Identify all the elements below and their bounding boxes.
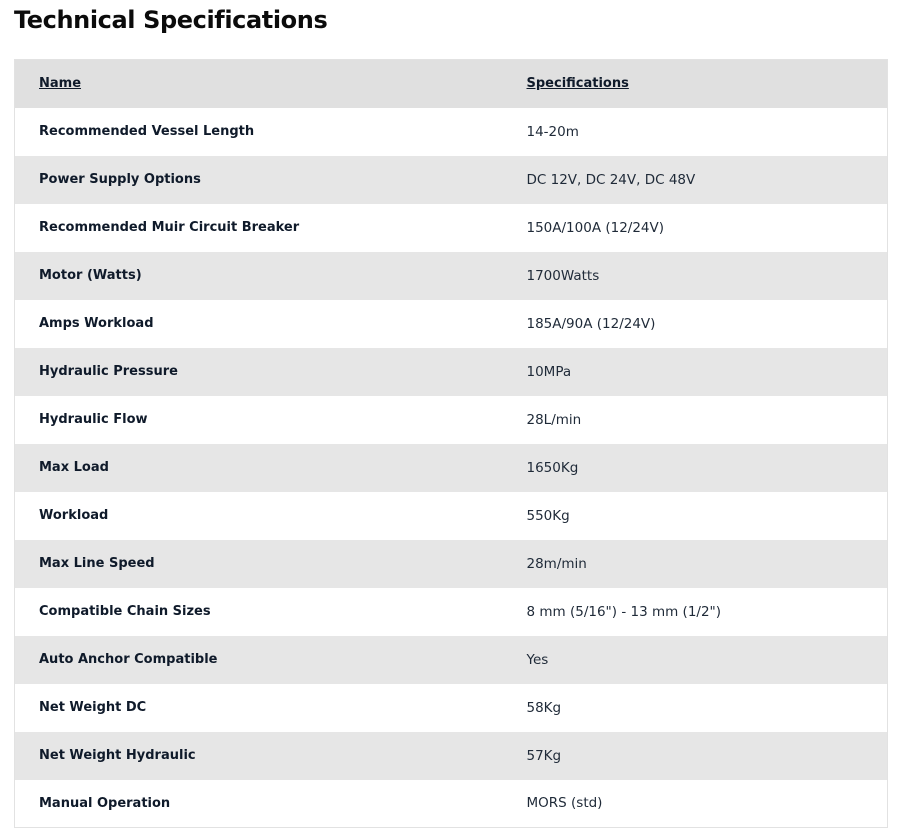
spec-value: 10MPa [526,363,572,380]
table-row [15,588,888,636]
spec-value: DC 12V, DC 24V, DC 48V [526,171,696,188]
column-header-name: Name [39,76,82,92]
table-row [15,684,888,732]
spec-value: 14-20m [526,123,579,140]
spec-value: 28L/min [526,411,582,428]
spec-name: Auto Anchor Compatible [39,652,218,667]
spec-name: Net Weight DC [39,700,147,715]
table-row [15,540,888,588]
spec-name: Net Weight Hydraulic [39,748,196,763]
table-row [15,396,888,444]
spec-value: Yes [526,651,549,668]
table-row [15,108,888,156]
table-header-row [15,60,888,108]
spec-value: 1650Kg [526,459,579,476]
spec-name: Hydraulic Pressure [39,364,178,379]
page-title: Technical Specifications [14,6,328,34]
spec-value: 550Kg [526,507,570,524]
spec-value: 185A/90A (12/24V) [526,315,656,332]
spec-name: Amps Workload [39,316,154,331]
spec-value: 8 mm (5/16") - 13 mm (1/2") [526,603,722,620]
table-row [15,444,888,492]
table-row [15,636,888,684]
table-row [15,300,888,348]
table-row [15,252,888,300]
spec-name: Power Supply Options [39,172,201,187]
spec-value: 58Kg [526,699,562,716]
spec-name: Hydraulic Flow [39,412,148,427]
spec-name: Max Load [39,460,109,475]
spec-name: Workload [39,508,109,523]
spec-value: 150A/100A (12/24V) [526,219,665,236]
table-row [15,204,888,252]
table-row [15,732,888,780]
table-row [15,492,888,540]
spec-value: 1700Watts [526,267,600,284]
spec-name: Compatible Chain Sizes [39,604,211,619]
spec-name: Recommended Vessel Length [39,124,255,139]
specifications-table [14,59,888,828]
spec-name: Recommended Muir Circuit Breaker [39,220,300,235]
spec-name: Motor (Watts) [39,268,142,283]
table-row [15,348,888,396]
spec-value: 28m/min [526,555,587,572]
table-row [15,156,888,204]
table-row [15,780,888,828]
column-header-specifications: Specifications [526,76,629,92]
spec-name: Max Line Speed [39,556,155,571]
spec-value: 57Kg [526,747,562,764]
spec-name: Manual Operation [39,795,171,811]
spec-value: MORS (std) [526,795,603,812]
